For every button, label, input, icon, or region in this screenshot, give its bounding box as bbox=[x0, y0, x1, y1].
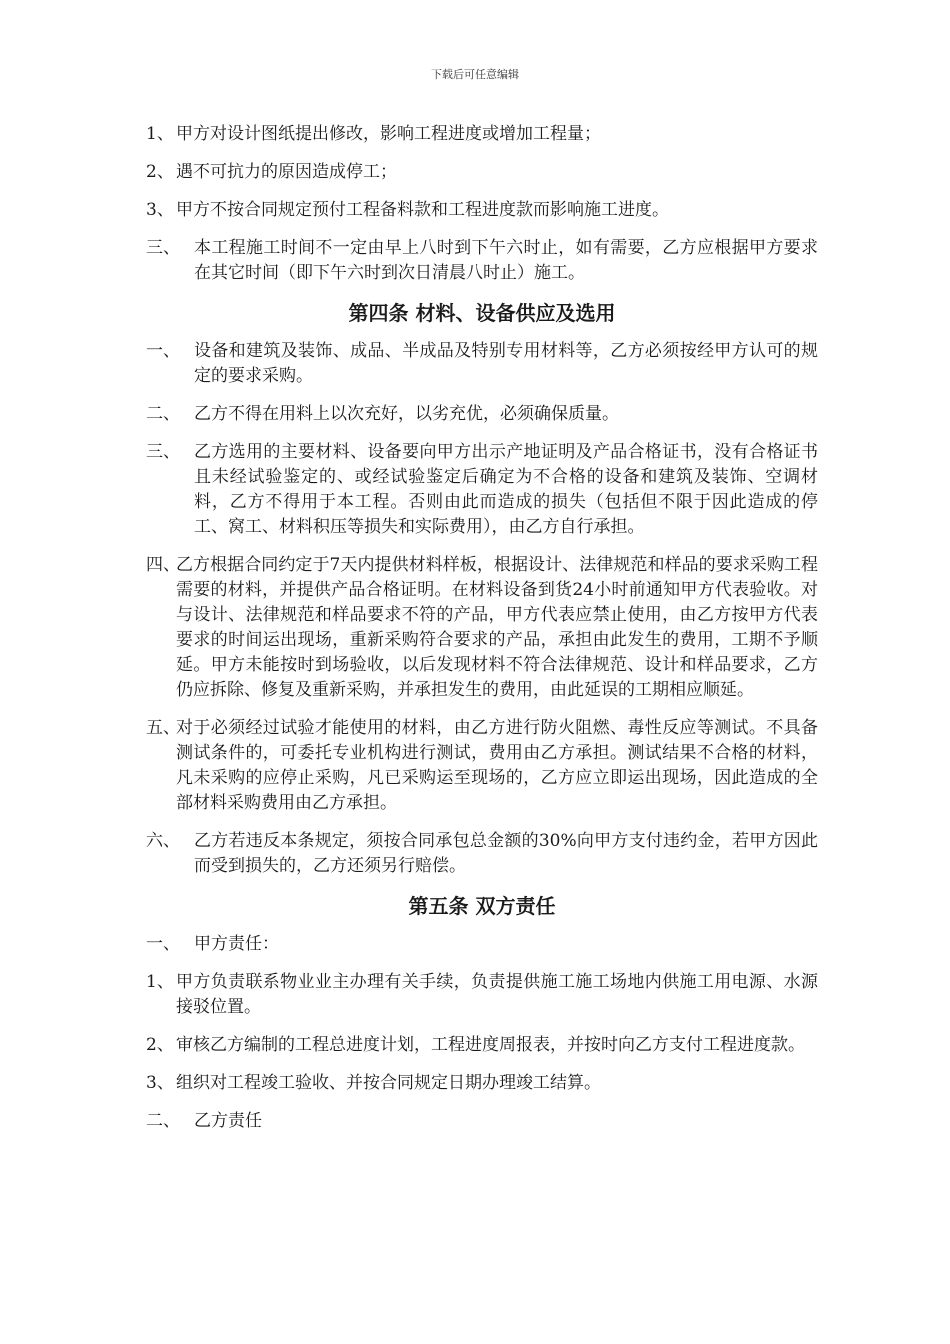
clause-paragraph bbox=[146, 932, 818, 957]
clause-paragraph bbox=[146, 402, 818, 427]
page-header-note: 下载后可任意编辑 bbox=[431, 68, 519, 81]
clause-paragraph bbox=[146, 829, 818, 879]
clause-text: 乙方选用的主要材料、设备要向甲方出示产地证明及产品合格证书，没有合格证书且未经试验鉴定的、或经试验鉴定后确定为不合格的设备和建筑及装饰、空调材料，乙方不得用于本工程。否则由此而造成的损失（包括但不限于因此造成的停工、窝工、材料积压等损失和实际费用），由乙方自行承担。 bbox=[194, 442, 818, 537]
clause-text: 乙方若违反本条规定，须按合同承包总金额的30%向甲方支付违约金，若甲方因此而受到损失的，乙方还须另行赔偿。 bbox=[194, 831, 818, 876]
clause-marker: 3、 bbox=[146, 200, 174, 220]
clause-marker: 三、 bbox=[146, 442, 180, 462]
clause-marker: 二、 bbox=[146, 1111, 180, 1131]
clause-marker: 六、 bbox=[146, 831, 180, 851]
clause-paragraph bbox=[146, 1033, 818, 1058]
clause-text: 遇不可抗力的原因造成停工； bbox=[176, 162, 397, 182]
clause-text: 甲方不按合同规定预付工程备料款和工程进度款而影响施工进度。 bbox=[176, 200, 669, 220]
section-heading: 第四条 材料、设备供应及选用 bbox=[348, 301, 616, 325]
clause-marker: 2、 bbox=[146, 1035, 174, 1055]
clause-text: 乙方根据合同约定于7天内提供材料样板，根据设计、法律规范和样品的要求采购工程需要的材料，并提供产品合格证明。在材料设备到货24小时前通知甲方代表验收。对与设计、法律规范和样品要求不符的产品，甲方代表应禁止使用，由乙方按甲方代表要求的时间运出现场，重新采购符合要求的产品，承担由此发生的费用，工期不予顺延。甲方未能按时到场验收，以后发现材料不符合法律规范、设计和样品要求，乙方仍应拆除、修复及重新采购，并承担发生的费用，由此延误的工期相应顺延。 bbox=[176, 555, 818, 700]
clause-text: 甲方负责联系物业业主办理有关手续，负责提供施工施工场地内供施工用电源、水源接驳位置。 bbox=[176, 972, 818, 1017]
clause-marker: 二、 bbox=[146, 404, 180, 424]
clause-text: 乙方责任 bbox=[194, 1111, 262, 1131]
clause-text: 本工程施工时间不一定由早上八时到下午六时止，如有需要，乙方应根据甲方要求在其它时间（即下午六时到次日清晨八时止）施工。 bbox=[194, 238, 818, 283]
clause-paragraph bbox=[146, 1109, 818, 1134]
clause-paragraph bbox=[146, 198, 818, 223]
clause-text: 甲方对设计图纸提出修改，影响工程进度或增加工程量； bbox=[176, 124, 601, 144]
clause-marker: 1、 bbox=[146, 972, 174, 992]
clause-paragraph bbox=[146, 122, 818, 147]
clause-marker: 三、 bbox=[146, 238, 180, 258]
clause-marker: 3、 bbox=[146, 1073, 174, 1093]
clause-marker: 四、 bbox=[146, 555, 180, 575]
clause-marker: 一、 bbox=[146, 341, 180, 361]
clause-paragraph bbox=[146, 553, 818, 703]
clause-marker: 一、 bbox=[146, 934, 180, 954]
clause-paragraph bbox=[146, 716, 818, 816]
clause-text: 对于必须经过试验才能使用的材料，由乙方进行防火阻燃、毒性反应等测试。不具备测试条件的，可委托专业机构进行测试，费用由乙方承担。测试结果不合格的材料，凡未采购的应停止采购，凡已采购运至现场的，乙方应立即运出现场，因此造成的全部材料采购费用由乙方承担。 bbox=[176, 718, 818, 813]
clause-paragraph bbox=[146, 970, 818, 1020]
clause-text: 乙方不得在用料上以次充好，以劣充优，必须确保质量。 bbox=[194, 404, 619, 424]
clause-paragraph bbox=[146, 160, 818, 185]
clause-marker: 2、 bbox=[146, 162, 174, 182]
clause-paragraph bbox=[146, 440, 818, 540]
clause-text: 组织对工程竣工验收、并按合同规定日期办理竣工结算。 bbox=[176, 1073, 601, 1093]
clause-marker: 五、 bbox=[146, 718, 180, 738]
clause-text: 审核乙方编制的工程总进度计划，工程进度周报表，并按时向乙方支付工程进度款。 bbox=[176, 1035, 805, 1055]
document-body bbox=[146, 122, 818, 1147]
clause-text: 设备和建筑及装饰、成品、半成品及特别专用材料等，乙方必须按经甲方认可的规定的要求采购。 bbox=[194, 341, 818, 386]
clause-text: 甲方责任： bbox=[194, 934, 279, 954]
clause-paragraph bbox=[146, 1071, 818, 1096]
section-heading: 第五条 双方责任 bbox=[408, 894, 556, 918]
clause-paragraph bbox=[146, 236, 818, 286]
clause-paragraph bbox=[146, 339, 818, 389]
clause-marker: 1、 bbox=[146, 124, 174, 144]
